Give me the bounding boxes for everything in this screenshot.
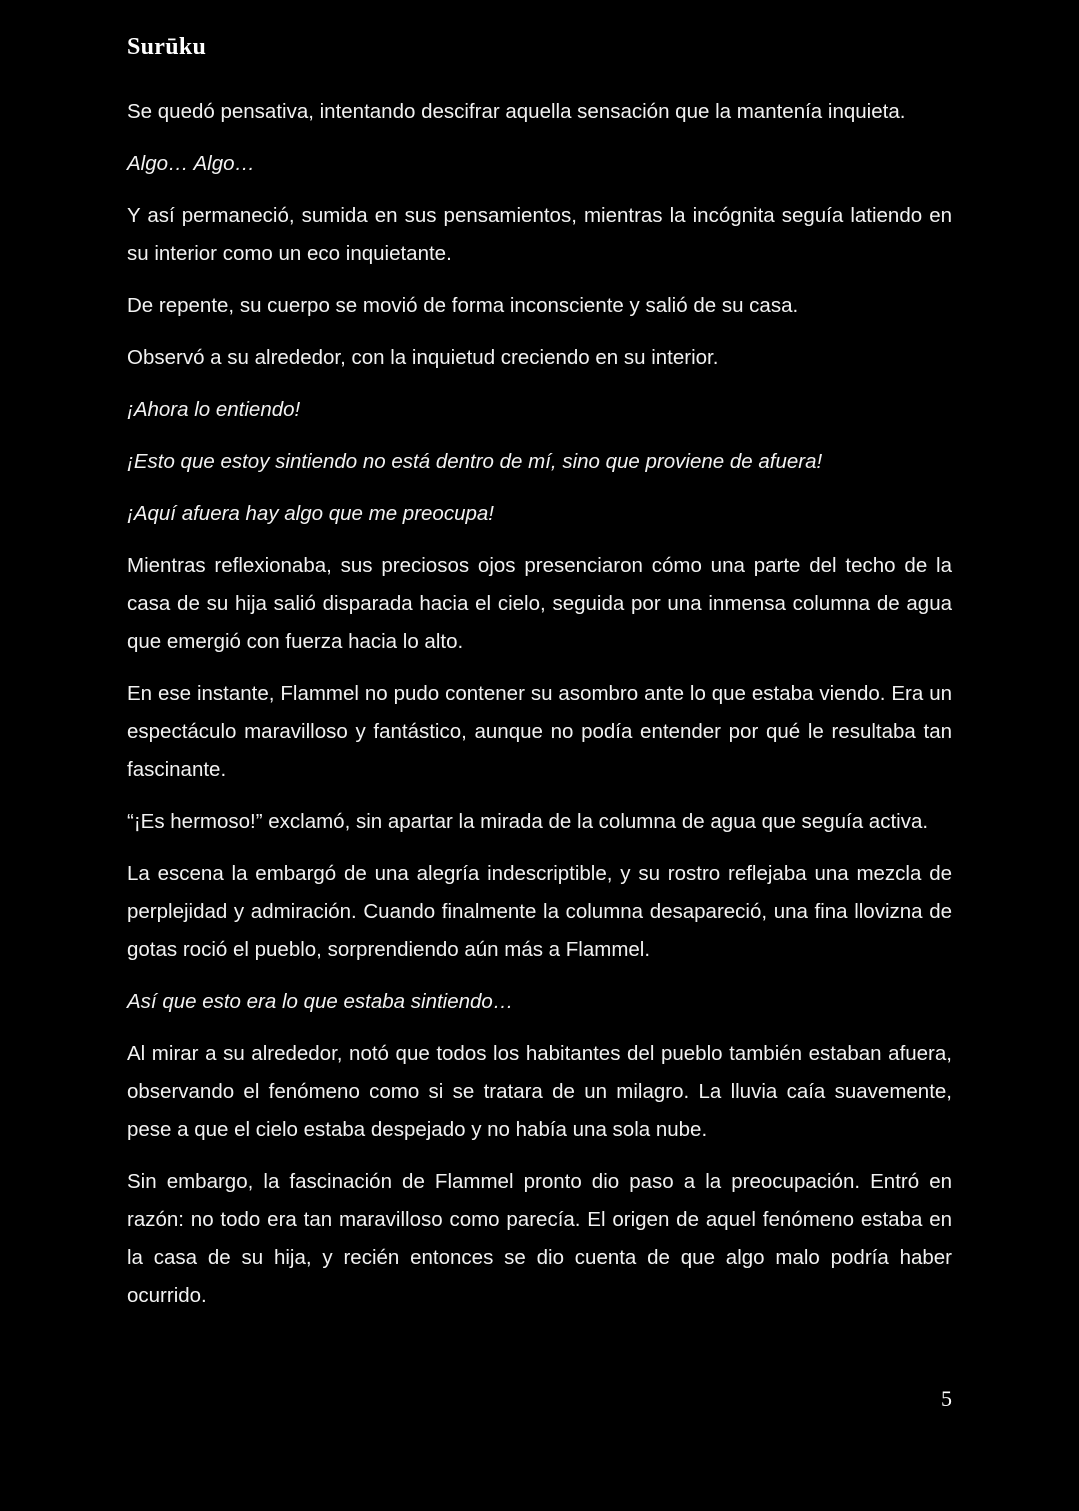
paragraph: Se quedó pensativa, intentando descifrar aquella sensación que la mantenía inquieta. [127,100,906,123]
paragraph: La escena la embargó de una alegría indescriptible, y su rostro reflejaba una mezcla de perplejidad y admiración. Cuando finalmente la columna desapareció, una fina llovizna de gotas roció el pueblo, sorprendiendo aún más a Flammel. [127,862,952,961]
paragraph: Sin embargo, la fascinación de Flammel pronto dio paso a la preocupación. Entró en razón: no todo era tan maravilloso como parecía. El origen de aquel fenómeno estaba en la casa de su hija, y recién entonces se dio cuenta de que algo malo podría haber ocurrido. [127,1170,952,1307]
paragraph: “¡Es hermoso!” exclamó, sin apartar la mirada de la columna de agua que seguía activa. [127,810,929,833]
page-header-title: Surūku [127,34,207,60]
paragraph-italic: ¡Esto que estoy sintiendo no está dentro de mí, sino que proviene de afuera! [127,450,823,473]
paragraph-italic: ¡Ahora lo entiendo! [127,398,301,421]
paragraph: En ese instante, Flammel no pudo contener su asombro ante lo que estaba viendo. Era un espectáculo maravilloso y fantástico, aunque no podía entender por qué le resultaba tan fascinante. [127,682,952,781]
page-number: 5 [941,1386,952,1411]
paragraph-italic: Así que esto era lo que estaba sintiendo… [127,990,514,1013]
paragraph-italic: ¡Aquí afuera hay algo que me preocupa! [127,502,494,525]
paragraph-italic: Algo… Algo… [127,152,255,175]
paragraph: Observó a su alrededor, con la inquietud creciendo en su interior. [127,346,719,369]
paragraph: Mientras reflexionaba, sus preciosos ojos presenciaron cómo una parte del techo de la casa de su hija salió disparada hacia el cielo, seguida por una inmensa columna de agua que emergió con fuerza hacia lo alto. [127,554,952,653]
paragraph: Y así permaneció, sumida en sus pensamientos, mientras la incógnita seguía latiendo en su interior como un eco inquietante. [127,204,952,265]
paragraph: Al mirar a su alrededor, notó que todos los habitantes del pueblo también estaban afuera, observando el fenómeno como si se tratara de un milagro. La lluvia caía suavemente, pese a que el cielo estaba despejado y no había una sola nube. [127,1042,952,1141]
body-text [127,93,952,1329]
paragraph: De repente, su cuerpo se movió de forma inconsciente y salió de su casa. [127,294,799,317]
